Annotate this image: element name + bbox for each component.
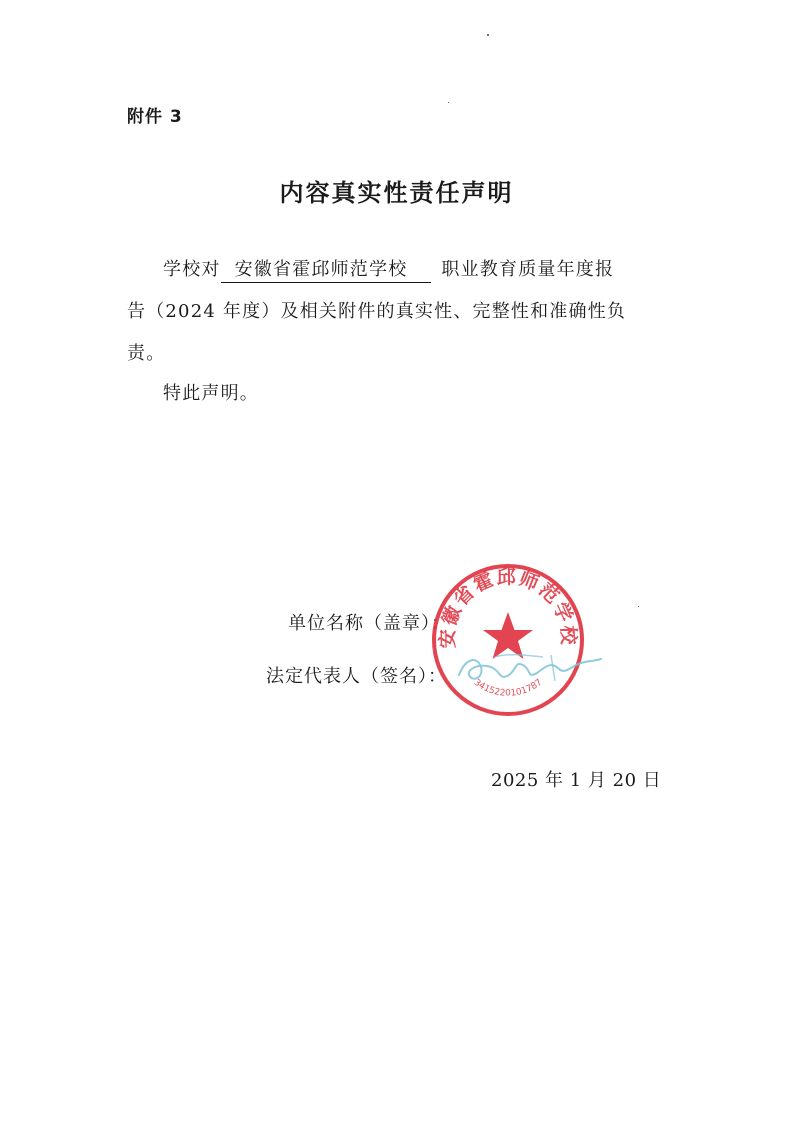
- scan-speck: [487, 34, 489, 36]
- paragraph-line-1: [163, 256, 614, 284]
- paragraph-line1-suffix: 职业教育质量年度报: [441, 259, 615, 280]
- page-title: 内容真实性责任声明: [279, 178, 514, 207]
- scan-speck: [448, 102, 449, 103]
- handwritten-signature-icon: [455, 645, 605, 690]
- svg-text:安徽省霍邱师范学校: 安徽省霍邱师范学校: [436, 566, 580, 649]
- school-name-field: 安徽省霍邱师范学校: [221, 258, 432, 283]
- closing-statement: 特此声明。: [163, 383, 259, 404]
- unit-name-label: 单位名称（盖章）：: [288, 613, 450, 634]
- svg-text:3415220101787: 3415220101787: [471, 677, 545, 699]
- paragraph-prefix: 学校对: [163, 259, 221, 280]
- declaration-date: 2025 年 1 月 20 日: [491, 770, 662, 791]
- legal-representative-label: 法定代表人（签名）：: [266, 666, 447, 687]
- paragraph-line-2: 告（2024 年度）及相关附件的真实性、完整性和准确性负: [127, 301, 627, 322]
- scan-speck: [638, 606, 639, 607]
- attachment-label: 附件 3: [127, 107, 183, 127]
- official-seal-icon: [428, 560, 588, 720]
- paragraph-line-3: 责。: [127, 343, 166, 364]
